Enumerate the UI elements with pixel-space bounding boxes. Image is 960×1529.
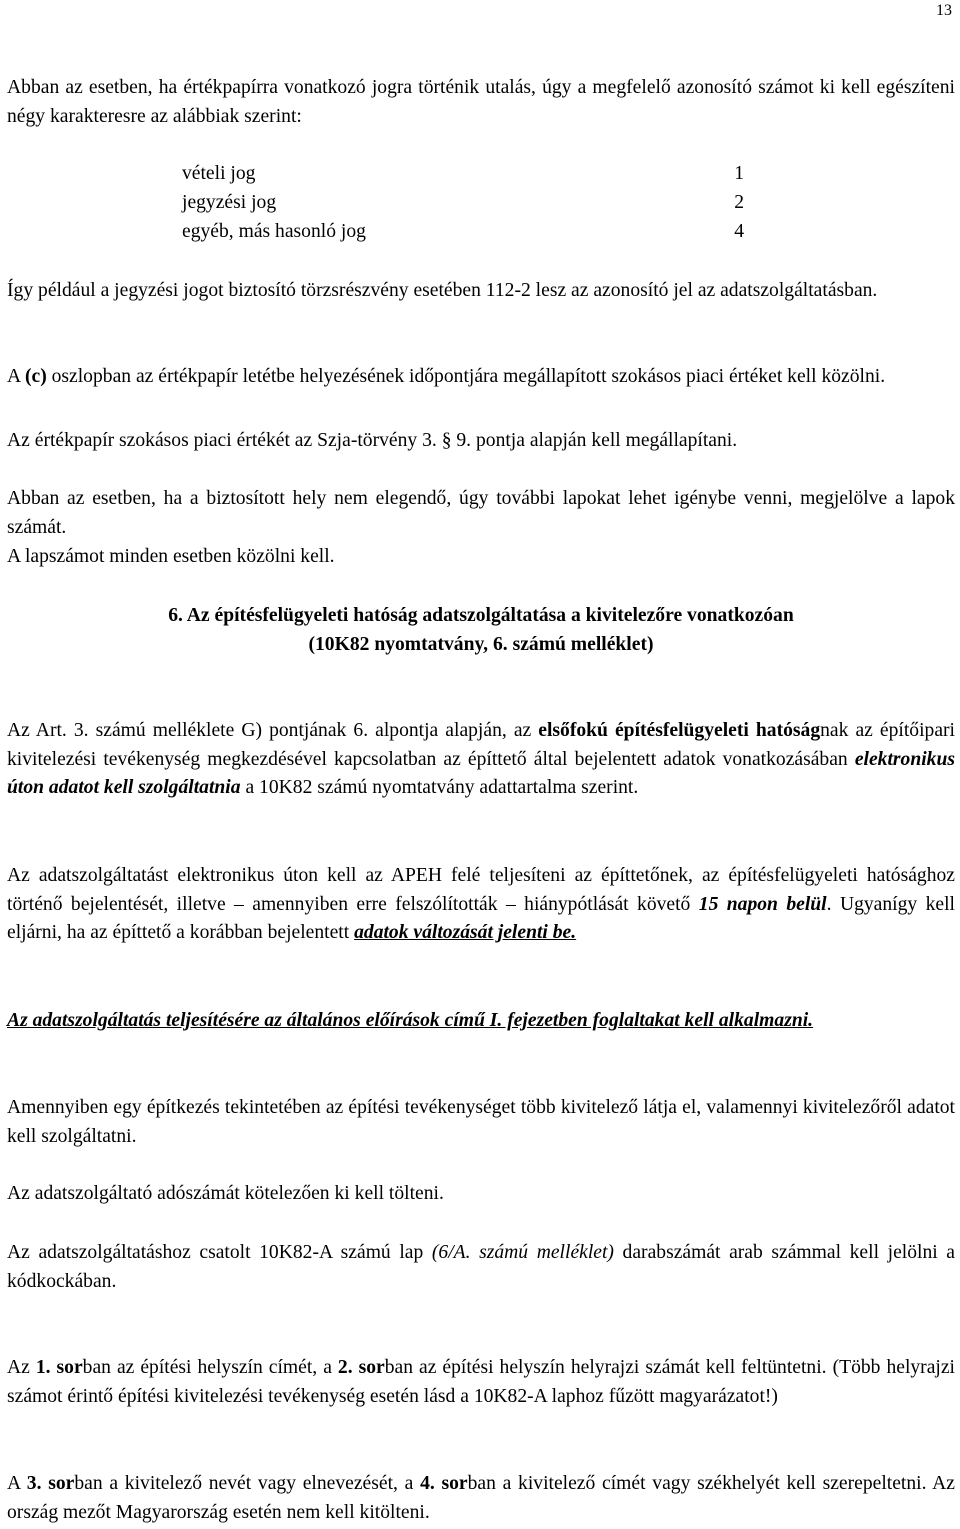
page-number: 13: [936, 2, 952, 19]
code-label: vételi jog: [182, 163, 256, 184]
tax-number-paragraph: Az adatszolgáltató adószámát kötelezően ki kell tölteni.: [7, 1183, 444, 1204]
code-value: 2: [734, 192, 744, 213]
art-paragraph: Az Art. 3. számú melléklete G) pontjának 6. alpontja alapján, az elsőfokú építésfelügyeleti hatóságnak az építőipari kivitelezési tevékenység megkezdésével kapcsolatban az építtető által bejelentett adatok vonatkozásában elektronikus úton adatot kell szolgáltatnia a 10K82 számú nyomtatvány adattartalma szerint.: [7, 720, 955, 799]
example-paragraph: Így például a jegyzési jogot biztosító törzsrészvény esetében 112-2 lesz az azonosító jel az adatszolgáltatásban.: [7, 280, 878, 301]
code-value: 4: [734, 221, 744, 242]
column-c-paragraph: A (c) oszlopban az értékpapír letétbe helyezésének időpontjára megállapított szokásos piaci értéket kell közölni.: [7, 366, 886, 387]
code-value: 1: [734, 163, 744, 184]
apeh-paragraph: Az adatszolgáltatást elektronikus úton kell az APEH felé teljesíteni az építtetőnek, az építésfelügyeleti hatósághoz történő bejelentését, illetve – amennyiben erre felszólították – hiánypótlását követő 15 napon belül. Ugyanígy kell eljárni, ha az építtető a korábban bejelentett adatok változását jelenti be.: [7, 865, 956, 944]
extra-pages-paragraph: Abban az esetben, ha a biztosított hely nem elegendő, úgy további lapokat lehet igénybe venni, megjelölve a lapok számát.: [7, 488, 955, 538]
attached-sheet-paragraph: Az adatszolgáltatáshoz csatolt 10K82-A számú lap (6/A. számú melléklet) darabszámát arab számmal kell jelölni a kódkockában.: [7, 1242, 955, 1292]
code-row-purchase: [182, 160, 752, 189]
section-heading-line1: 6. Az építésfelügyeleti hatóság adatszolgáltatása a kivitelezőre vonatkozóan: [168, 605, 794, 626]
code-label: jegyzési jog: [182, 192, 277, 213]
code-row-subscription: [182, 189, 752, 218]
multiple-contractors-paragraph: Amennyiben egy építkezés tekintetében az építési tevékenységet több kivitelező látja el, valamennyi kivitelezőről adatot kell szolgáltatni.: [7, 1097, 955, 1147]
general-rules-paragraph: Az adatszolgáltatás teljesítésére az általános előírások című I. fejezetben foglaltakat kell alkalmazni.: [7, 1010, 814, 1031]
code-row-other: [182, 218, 752, 247]
intro-paragraph: Abban az esetben, ha értékpapírra vonatkozó jogra történik utalás, úgy a megfelelő azonosító számot ki kell egészíteni négy karakteresre az alábbiak szerint:: [7, 77, 955, 127]
code-label: egyéb, más hasonló jog: [182, 221, 366, 242]
rows-3-4-paragraph: A 3. sorban a kivitelező nevét vagy elnevezését, a 4. sorban a kivitelező címét vagy székhelyét kell szerepeltetni. Az ország mezőt Magyarország esetén nem kell kitölteni.: [7, 1473, 955, 1523]
section-heading-line2: (10K82 nyomtatvány, 6. számú melléklet): [308, 634, 654, 655]
market-value-paragraph: Az értékpapír szokásos piaci értékét az Szja-törvény 3. § 9. pontja alapján kell megállapítani.: [7, 430, 738, 451]
rows-1-2-paragraph: Az 1. sorban az építési helyszín címét, a 2. sorban az építési helyszín helyrajzi számát kell feltüntetni. (Több helyrajzi számot érintő építési kivitelezési tevékenység esetén lásd a 10K82-A laphoz fűzött magyarázatot!): [7, 1357, 955, 1407]
page-count-paragraph: A lapszámot minden esetben közölni kell.: [7, 546, 335, 567]
